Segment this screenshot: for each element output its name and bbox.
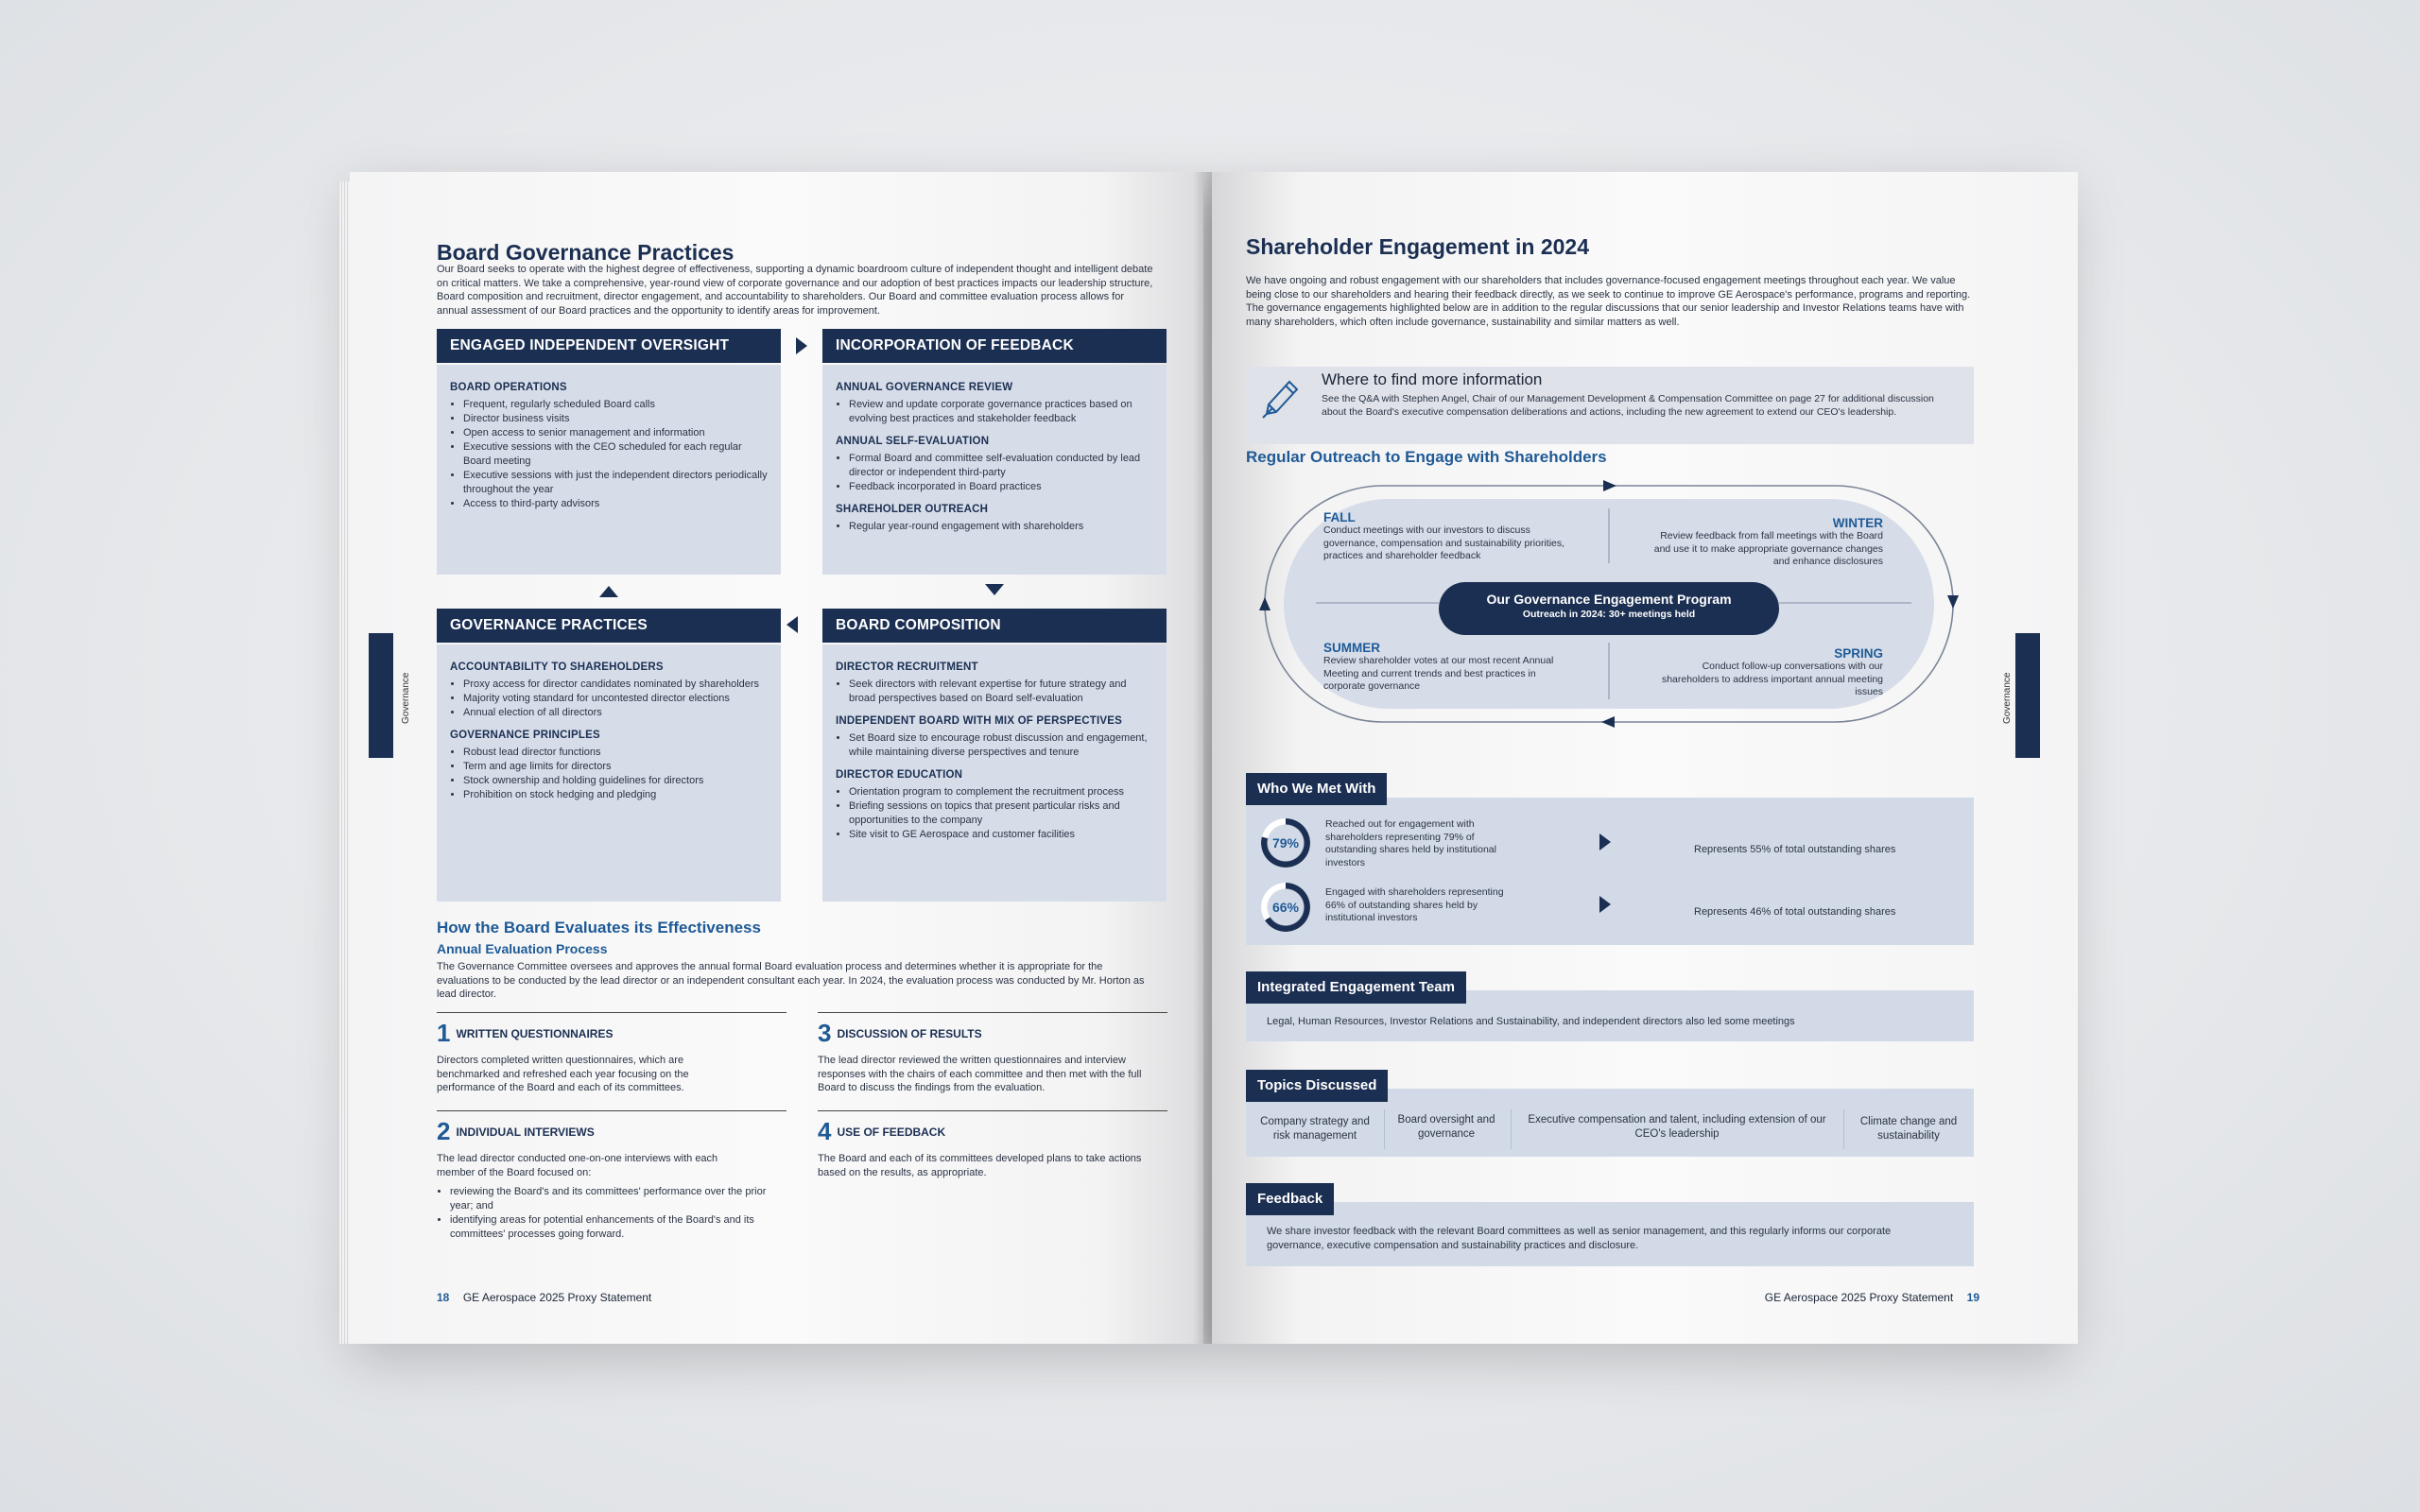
bullet-item: • Formal Board and committee self-evaluation conducted by lead director or independent third-party [849,452,1155,480]
oversight-box [437,337,781,575]
cycle-arrow-icon [1603,480,1616,491]
section-tab-label: Governance [2002,672,2013,724]
arrow-down-icon [985,584,1004,595]
season-winter [1647,516,1883,569]
step-text: Directors completed written questionnaires, which are benchmarked and refreshed each year focusing on the performance of the Board and each of its committees. [437,1055,689,1093]
intro-text: We have ongoing and robust engagement with our shareholders that includes governance-focused engagement meetings throughout each year. We value being close to our shareholders and hearing their feedback directly, as we seek to continue to improve GE Aerospace's performance, programs and reporting. The governance engagements highlighted below are in addition to the regular discussions that our senior leadership and Investor Relations teams have with many shareholders, which often include governance, sustainability and similar matters as well. [1246,275,1971,328]
box-subheading: DIRECTOR EDUCATION [836,769,963,781]
composition-box [822,617,1167,902]
footer-text: GE Aerospace 2025 Proxy Statement [1764,1291,1954,1304]
step-number: 4 [818,1117,832,1145]
step-1 [437,1019,786,1095]
bullet-item: • Frequent, regularly scheduled Board calls [463,398,769,412]
box-subheading: BOARD OPERATIONS [450,382,567,393]
season-spring [1656,646,1883,699]
oversight-title: ENGAGED INDEPENDENT OVERSIGHT [437,329,781,363]
topic-item: Executive compensation and talent, including extension of our CEO's leadership [1528,1114,1826,1140]
eval-intro: The Governance Committee oversees and approves the annual formal Board evaluation process and determines whether it is appropriate for the evaluations to be conducted by the lead director or an independent consultant each year. In 2024, the evaluation process was conducted by Mr. Horton as lead director. [437,961,1145,1000]
season-text: Conduct meetings with our investors to discuss governance, compensation and sustainability priorities, practices and shareholder feedback [1323,524,1565,561]
step-2 [437,1117,786,1251]
bullet-item: • Executive sessions with just the independent directors periodically throughout the year [463,469,769,497]
oversight-content [450,376,769,521]
bullet-item: • Proxy access for director candidates nominated by shareholders [463,678,769,692]
topic-item: Board oversight and governance [1397,1114,1495,1140]
step-number: 2 [437,1117,451,1145]
step-title: WRITTEN QUESTIONNAIRES [456,1026,614,1040]
bullet-item: • Orientation program to complement the recruitment process [849,785,1155,799]
cycle-arrow-icon [1259,597,1270,610]
intro-text: Our Board seeks to operate with the highest degree of effectiveness, supporting a dynamic boardroom culture of independent thought and intelligent debate on critical matters. We take a comprehensive, year-round view of corporate governance and our adoption of best practices impacts our leadership structure, Board composition and recruitment, director engagement, and accountability to shareholders. Our Board and committee evaluation process allows for annual assessment of our Board practices and the opportunity to identify areas for improvement. [437,264,1153,317]
bullet-item: • Review and update corporate governance practices based on evolving best practices and stakeholder feedback [849,398,1155,426]
bullet-item: • Open access to senior management and information [463,426,769,440]
season-title: FALL [1323,510,1356,524]
step-text: The lead director conducted one-on-one interviews with each member of the Board focused on: [437,1153,718,1178]
outreach-title: Regular Outreach to Engage with Shareholders [1246,448,1607,466]
divider [1843,1109,1844,1149]
step-text: The Board and each of its committees developed plans to take actions based on the results, as appropriate. [818,1153,1142,1178]
who-result: Represents 55% of total outstanding shares [1694,844,1896,855]
page-title: Shareholder Engagement in 2024 [1246,234,1590,259]
divider [1511,1109,1512,1149]
season-text: Conduct follow-up conversations with our shareholders to address important annual meeting issues [1661,661,1883,697]
topic-item: Company strategy and risk management [1260,1116,1370,1142]
bullet-item: • Robust lead director functions [463,746,769,760]
eval-title: How the Board Evaluates its Effectiveness [437,919,761,936]
step-number: 3 [818,1019,832,1047]
who-result: Represents 46% of total outstanding shares [1694,906,1896,918]
bullet-item: • Prohibition on stock hedging and pledging [463,788,769,802]
step-bullet: • reviewing the Board's and its committees' performance over the prior year; and [450,1185,786,1213]
bullet-item: • Set Board size to encourage robust discussion and engagement, while maintaining diverse perspectives and tenure [849,731,1155,760]
who-text: Reached out for engagement with shareholders representing 79% of outstanding shares held by institutional investors [1325,818,1496,868]
box-subheading: ANNUAL SELF-EVALUATION [836,436,990,447]
info-text: See the Q&A with Stephen Angel, Chair of our Management Development & Compensation Committee on page 27 for additional discussion about the Board's executive compensation deliberations and actions, including the new agreement to extend our CEO's leadership. [1322,393,1934,418]
section-tab [369,633,393,758]
bullet-item: • Regular year-round engagement with shareholders [849,520,1155,534]
bullet-list [836,398,1155,426]
box-subheading: DIRECTOR RECRUITMENT [836,662,978,673]
bullet-list [836,520,1155,534]
section-tab [2015,633,2040,758]
bullet-list [450,678,769,720]
pen-icon [1259,376,1301,420]
left-footer [437,1289,651,1306]
who-title: Who We Met With [1246,773,1387,805]
season-fall [1323,510,1569,563]
left-page [350,172,1203,1344]
divider [1384,1109,1385,1149]
cycle-arrow-icon [1947,595,1959,609]
team-title: Integrated Engagement Team [1246,971,1466,1004]
arrow-right-icon [1599,833,1611,850]
bullet-item: • Executive sessions with the CEO scheduled for each regular Board meeting [463,440,769,469]
step-rule [818,1012,1167,1013]
practices-content [450,656,769,812]
composition-content [836,656,1155,851]
bullet-list [836,452,1155,494]
right-page [1212,172,2078,1344]
bullet-list [450,746,769,802]
step-title: DISCUSSION OF RESULTS [837,1026,982,1040]
step-4 [818,1117,1167,1179]
bullet-item: • Director business visits [463,412,769,426]
season-title: WINTER [1832,516,1883,530]
topic-item: Climate change and sustainability [1859,1116,1958,1142]
box-subheading: ACCOUNTABILITY TO SHAREHOLDERS [450,662,664,673]
bullet-item: • Briefing sessions on topics that present particular risks and opportunities to the company [849,799,1155,828]
cycle-arrow-icon [1601,716,1615,728]
page-title: Board Governance Practices [437,240,735,265]
arrow-left-icon [786,616,798,633]
season-title: SUMMER [1323,641,1380,655]
who-text: Engaged with shareholders representing 66% of outstanding shares held by institutional investors [1325,886,1504,923]
topics-title: Topics Discussed [1246,1070,1388,1102]
box-subheading: INDEPENDENT BOARD WITH MIX OF PERSPECTIVES [836,715,1122,727]
bullet-item: • Feedback incorporated in Board practices [849,480,1155,494]
bullet-item: • Access to third-party advisors [463,497,769,511]
info-box [1246,367,1974,444]
info-title: Where to find more information [1322,370,1543,388]
season-summer [1323,641,1560,694]
bullet-item: • Site visit to GE Aerospace and customer facilities [849,828,1155,842]
box-subheading: SHAREHOLDER OUTREACH [836,504,989,515]
step-title: USE OF FEEDBACK [837,1125,946,1139]
percent-label: 66% [1271,900,1300,915]
step-3 [818,1019,1167,1095]
percent-label: 79% [1271,835,1300,850]
box-subheading: ANNUAL GOVERNANCE REVIEW [836,382,1013,393]
bullet-item: • Seek directors with relevant expertise for future strategy and broad perspectives based on Board self-evaluation [849,678,1155,706]
arrow-up-icon [599,586,618,597]
feedback-title: INCORPORATION OF FEEDBACK [822,329,1167,363]
step-bullet: • identifying areas for potential enhancements of the Board's and its committees' processes going forward. [450,1213,786,1242]
practices-title: GOVERNANCE PRACTICES [437,609,781,643]
step-title: INDIVIDUAL INTERVIEWS [456,1125,595,1139]
arrow-right-icon [1599,896,1611,913]
season-title: SPRING [1834,646,1883,661]
page-number: 19 [1966,1291,1979,1304]
page-number: 18 [437,1291,450,1304]
bullet-list [836,678,1155,706]
feedback-content [836,376,1155,543]
step-text: The lead director reviewed the written questionnaires and interview responses with the chairs of each committee and then met with the full Board to discuss the findings from the evaluation. [818,1055,1142,1093]
season-text: Review shareholder votes at our most recent Annual Meeting and current trends and best practices in corporate governance [1323,655,1554,692]
bullet-list [450,398,769,511]
box-subheading: GOVERNANCE PRINCIPLES [450,730,600,741]
program-title: Our Governance Engagement Program [1486,592,1732,607]
bullet-item: • Stock ownership and holding guidelines for directors [463,774,769,788]
composition-title: BOARD COMPOSITION [822,609,1167,643]
eval-subtitle: Annual Evaluation Process [437,941,608,956]
feedback-text: We share investor feedback with the relevant Board committees as well as senior management, and this regularly informs our corporate governance, executive compensation and sustainability practices and disclosure. [1267,1226,1892,1251]
program-pill [1439,582,1779,635]
bullet-item: • Annual election of all directors [463,706,769,720]
feedback-title: Feedback [1246,1183,1334,1215]
bullet-list [836,731,1155,760]
practices-box [437,617,781,902]
section-tab-label: Governance [401,672,411,724]
bullet-item: • Majority voting standard for uncontested director elections [463,692,769,706]
step-number: 1 [437,1019,451,1047]
bullet-list [836,785,1155,842]
step-rule [437,1012,786,1013]
arrow-right-icon [796,337,807,354]
season-text: Review feedback from fall meetings with the Board and use it to make appropriate governance changes and enhance disclosures [1653,530,1883,567]
step-rule [818,1110,1167,1111]
feedback-box [822,337,1167,575]
team-text: Legal, Human Resources, Investor Relations and Sustainability, and independent directors also led some meetings [1267,1016,1795,1027]
program-subtitle: Outreach in 2024: 30+ meetings held [1522,609,1696,620]
bullet-item: • Term and age limits for directors [463,760,769,774]
step-rule [437,1110,786,1111]
footer-text: GE Aerospace 2025 Proxy Statement [462,1291,652,1304]
right-footer [1753,1289,1979,1306]
